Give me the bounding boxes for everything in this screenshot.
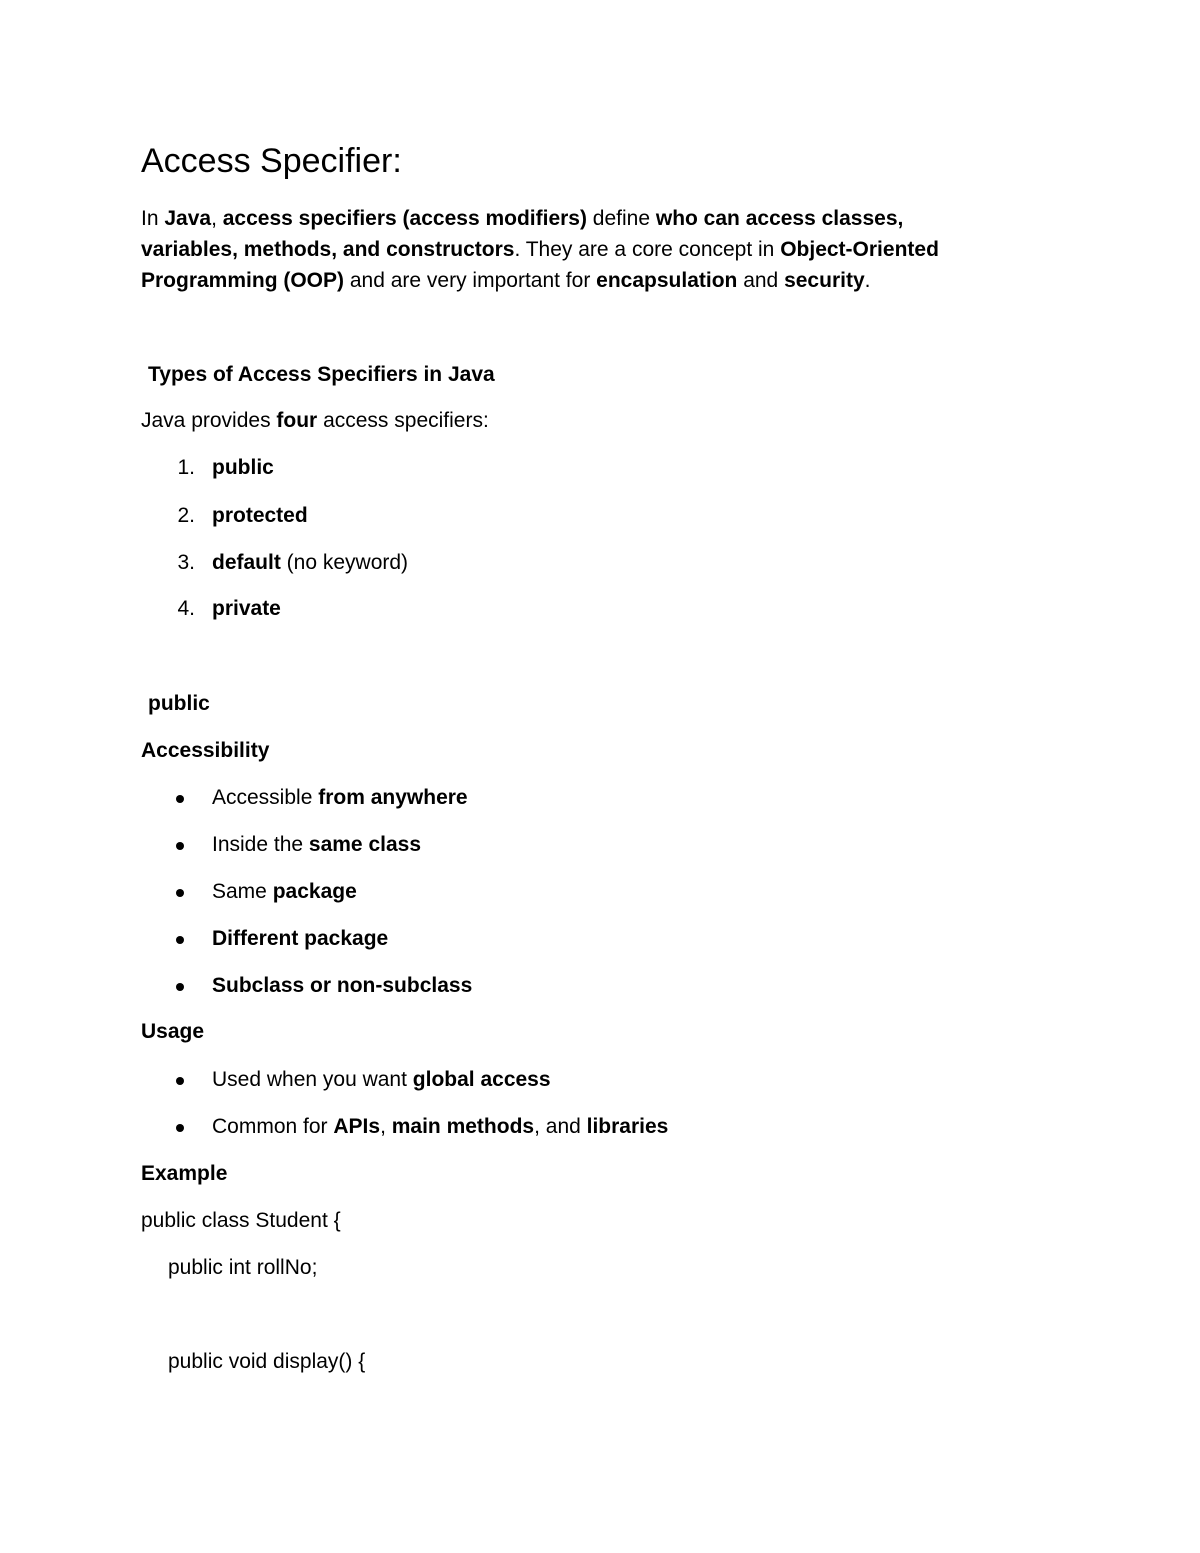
bullet-icon [176, 1124, 184, 1132]
text-run: Common for [212, 1115, 334, 1138]
list-number: 2. [177, 504, 195, 527]
intro-line-1 [141, 203, 1061, 234]
intro-line-3 [141, 265, 1061, 296]
text-run: Same [212, 880, 273, 903]
bullet-icon [176, 936, 184, 944]
text-run: access specifiers: [317, 409, 489, 432]
bold-text-run: variables, methods, and constructors [141, 238, 515, 261]
code-line: public class Student { [141, 1209, 341, 1232]
text-run: . They are a core concept in [514, 238, 781, 261]
text-run: , [211, 207, 223, 230]
text-run: and are very important for [344, 269, 597, 292]
list-item-text [212, 502, 308, 530]
bold-text-run: access specifiers (access modifiers) [222, 207, 587, 230]
intro-paragraph [141, 203, 1061, 296]
bold-text-run: main methods [391, 1115, 535, 1138]
text-run: . [864, 269, 871, 292]
types-heading: Types of Access Specifiers in Java [148, 363, 495, 386]
bold-text-run: private [212, 597, 281, 620]
list-item-text [212, 784, 468, 812]
bold-text-run: Object-Oriented [780, 238, 939, 261]
list-item-text [212, 549, 408, 577]
text-run: In [141, 207, 165, 230]
list-item-text [212, 1066, 551, 1094]
bullet-icon [176, 983, 184, 991]
text-run: , and [534, 1115, 587, 1138]
list-item-text [212, 925, 388, 953]
bold-text-run: Java [164, 207, 212, 230]
text-run: Java provides [141, 409, 277, 432]
list-number: 4. [177, 597, 195, 620]
list-item-text [212, 595, 281, 623]
page-title: Access Specifier: [141, 142, 402, 180]
bullet-icon [176, 889, 184, 897]
usage-heading: Usage [141, 1020, 205, 1043]
bold-text-run: default [212, 551, 281, 574]
bold-text-run: public [212, 456, 274, 479]
text-run: Inside the [212, 833, 309, 856]
public-heading: public [148, 692, 210, 715]
text-run: define [586, 207, 656, 230]
bold-text-run: encapsulation [596, 269, 738, 292]
bullet-icon [176, 842, 184, 850]
bold-text-run: Subclass or non-subclass [212, 974, 473, 997]
example-heading: Example [141, 1162, 228, 1185]
bold-text-run: package [272, 880, 357, 903]
bold-text-run: same class [308, 833, 422, 856]
list-item-text [212, 972, 472, 1000]
intro-line-2 [141, 234, 1061, 265]
text-run: , [380, 1115, 392, 1138]
accessibility-heading: Accessibility [141, 739, 270, 762]
provides-text [141, 405, 489, 436]
text-run: and [737, 269, 785, 292]
bold-text-run: protected [212, 504, 308, 527]
list-item-text [212, 878, 357, 906]
list-number: 3. [177, 551, 195, 574]
text-run: (no keyword) [280, 551, 409, 574]
code-line: public void display() { [168, 1350, 366, 1373]
bullet-icon [176, 795, 184, 803]
bullet-icon [176, 1077, 184, 1085]
list-number: 1. [177, 456, 195, 479]
bold-text-run: libraries [586, 1115, 669, 1138]
bold-text-run: APIs [333, 1115, 381, 1138]
code-line: public int rollNo; [168, 1256, 318, 1279]
bold-text-run: four [276, 409, 318, 432]
bold-text-run: Programming (OOP) [141, 269, 345, 292]
bold-text-run: from anywhere [318, 786, 468, 809]
bold-text-run: security [784, 269, 865, 292]
list-item-text [212, 1113, 668, 1141]
bold-text-run: Different package [212, 927, 389, 950]
bold-text-run: global access [412, 1068, 551, 1091]
bold-text-run: who can access classes, [655, 207, 904, 230]
text-run: Used when you want [212, 1068, 413, 1091]
list-item-text [212, 454, 274, 482]
text-run: Accessible [212, 786, 319, 809]
list-item-text [212, 831, 421, 859]
